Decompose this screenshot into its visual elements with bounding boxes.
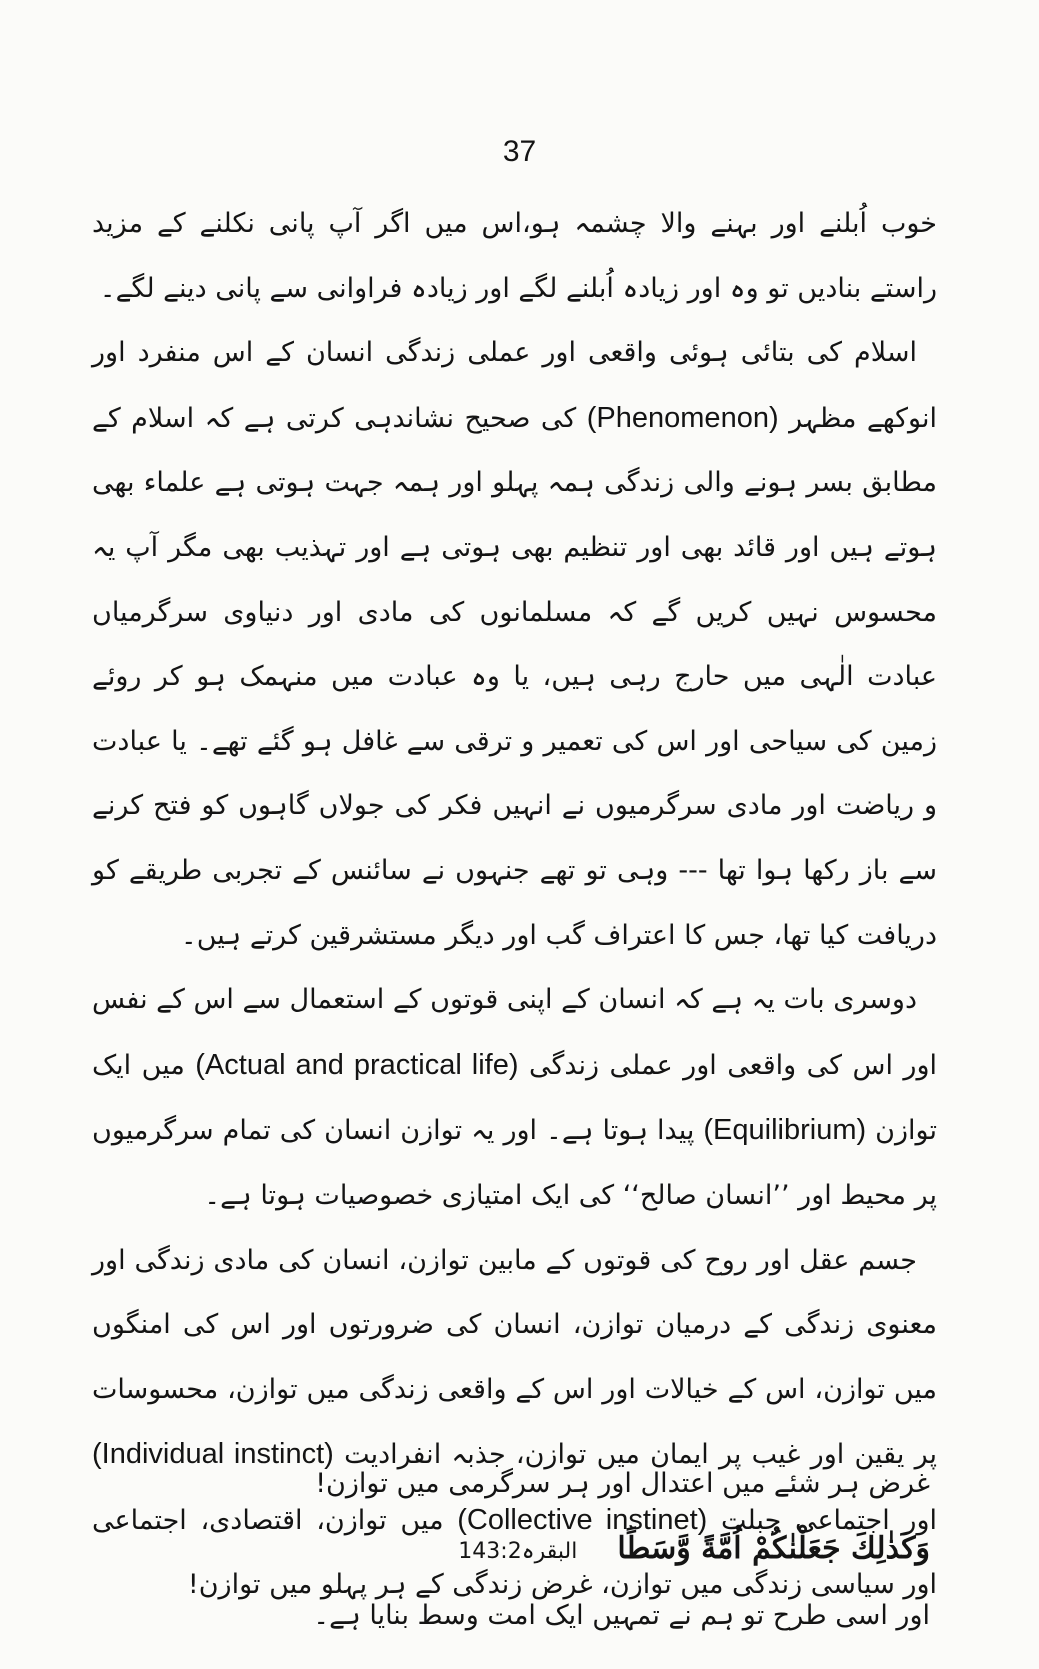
english-term: (Actual and practical life) bbox=[195, 1048, 519, 1081]
english-term: (Equilibrium) bbox=[703, 1114, 867, 1147]
english-term: (Collective instinet) bbox=[457, 1503, 708, 1536]
page-number: 37 bbox=[502, 135, 537, 168]
urdu-text: اسلام کی بتائی ہوئی واقعی اور عملی زندگی انسان کے اس منفرد اور انوکھے مظہر bbox=[92, 337, 937, 434]
english-term: (Phenomenon) bbox=[586, 401, 779, 434]
body-paragraph bbox=[92, 968, 937, 1228]
quran-verse-line bbox=[150, 1517, 930, 1585]
quran-verse: وَكَذٰلِكَ جَعَلْنٰكُمْ اُمَّةً وَّسَطًا bbox=[617, 1530, 930, 1566]
urdu-text: اور اجتماعی جبلت bbox=[707, 1504, 937, 1536]
closing-section bbox=[150, 1452, 930, 1649]
verse-translation: اور اسی طرح تو ہم نے تمہیں ایک امت وسط بنایا ہے۔ bbox=[313, 1600, 930, 1632]
urdu-text: کی صحیح نشاندہی کرتی ہے کہ اسلام کے مطابق بسر ہونے والی زندگی ہمہ پہلو اور ہمہ جہت ہوتی ہے علماء بھی ہوتے ہیں اور قائد بھی اور تنظیم بھی ہوتی ہے اور تہذیب بھی مگر آپ یہ محسوس نہیں کریں گے کہ مسلمانوں کی مادی اور دنیاوی سرگرمیاں عبادت الٰہی میں حارج رہی ہیں، یا وہ عبادت میں منہمک ہو کر روئے زمین کی سیاحی اور اس کی تعمیر و ترقی سے غافل ہو گئے تھے۔ یا عبادت و ریاضت اور مادی سرگرمیوں نے انہیں فکر کی جولاں گاہوں کو فتح کرنے سے باز رکھا ہوا تھا --- وہی تو تھے جنہوں نے سائنس کے تجربی طریقے کو دریافت کیا تھا، جس کا اعتراف گب اور دیگر مستشرقین کرتے ہیں۔ bbox=[92, 402, 937, 951]
urdu-text: خوب اُبلنے اور بہنے والا چشمہ ہو،اس میں اگر آپ پانی نکلنے کے مزید راستے بنادیں تو وہ اور زیادہ اُبلنے لگے اور زیادہ فراوانی سے پانی دینے لگے۔ bbox=[92, 208, 937, 304]
urdu-text: پیدا ہوتا ہے۔ اور یہ توازن انسان کی تمام سرگرمیوں پر محیط اور ’’انسان صالح‘‘ کی ایک امتیازی خصوصیات ہوتا ہے۔ bbox=[92, 1115, 937, 1211]
body-paragraph bbox=[92, 321, 937, 968]
urdu-text: میں توازن، اقتصادی، اجتماعی اور سیاسی زندگی میں توازن، غرض زندگی کے ہر پہلو میں توازن! bbox=[92, 1504, 937, 1601]
body-paragraph bbox=[92, 192, 937, 321]
urdu-text: دوسری بات یہ ہے کہ انسان کے اپنی قوتوں کے استعمال سے اس کے نفس اور اس کی واقعی اور عملی زندگی bbox=[92, 984, 938, 1081]
urdu-text: جسم عقل اور روح کی قوتوں کے مابین توازن، انسان کی مادی زندگی اور معنوی زندگی کے درمیان توازن، انسان کی ضرورتوں اور اس کی امنگوں میں توازن، اس کے خیالات اور اس کے واقعی زندگی میں توازن، محسوسات پر یقین اور غیب پر ایمان میں توازن، جذبہ انفرادیت bbox=[92, 1244, 938, 1471]
english-term: (Individual instinct) bbox=[92, 1438, 334, 1471]
urdu-text: میں ایک توازن bbox=[92, 1049, 937, 1147]
body-text bbox=[92, 192, 937, 1618]
verse-reference: البقرہ143:2 bbox=[458, 1538, 578, 1564]
closing-summary-line: غرض ہر شئے میں اعتدال اور ہر سرگرمی میں توازن! bbox=[315, 1468, 930, 1499]
